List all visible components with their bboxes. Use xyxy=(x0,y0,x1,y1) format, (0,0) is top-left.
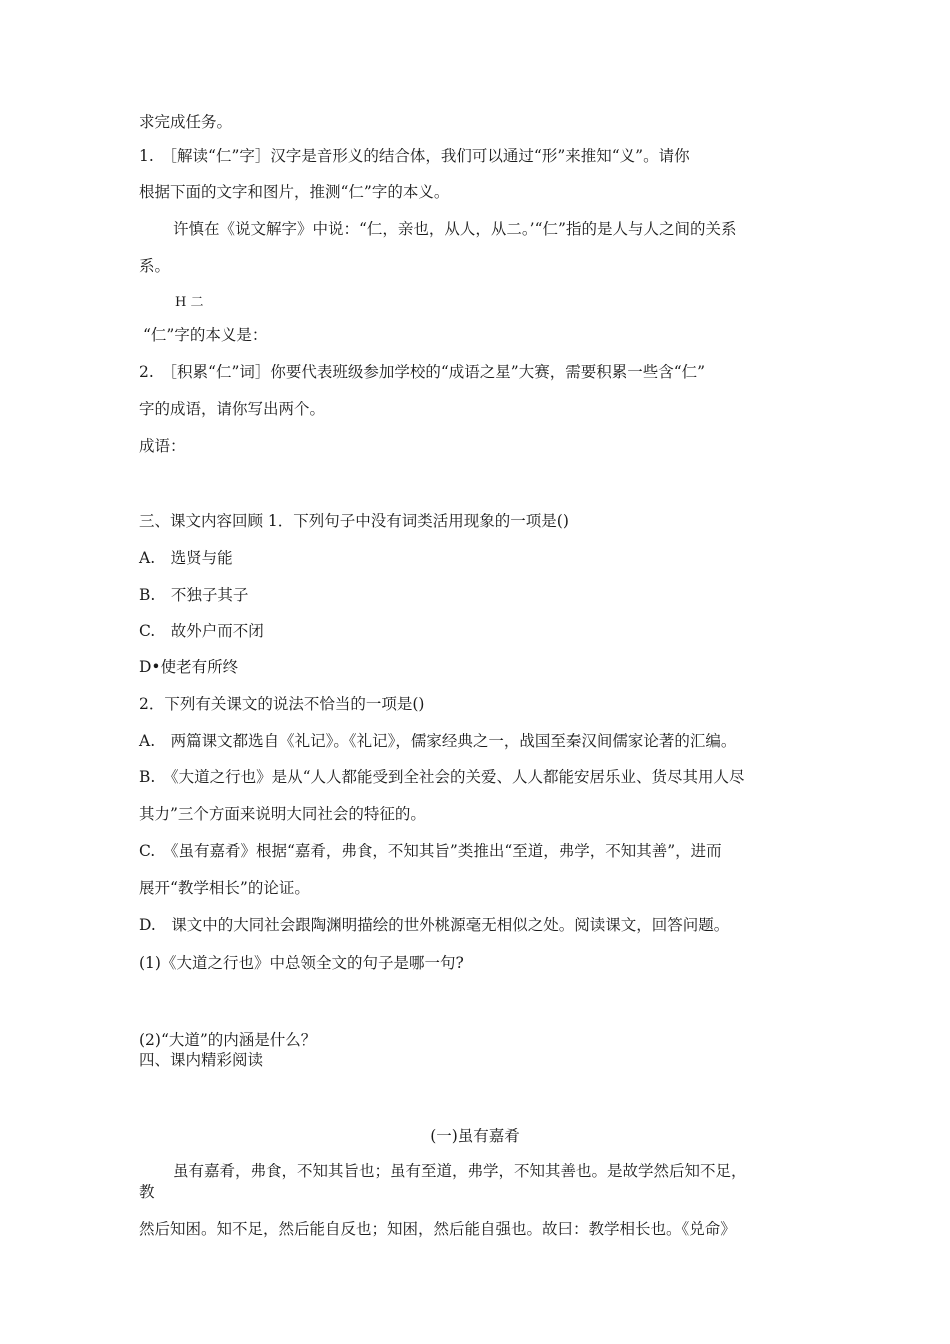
section-4-heading: 四、课内精彩阅读 xyxy=(139,1051,264,1069)
option-2d: D. 课文中的大同社会跟陶渊明描绘的世外桃源毫无相似之处。阅读课文，回答问题。 xyxy=(139,916,730,934)
image-placeholder-text: H 二 xyxy=(175,295,204,310)
answer-prompt-original-meaning: “仁”字的本义是： xyxy=(143,326,268,344)
option-c: C. 故外户而不闭 xyxy=(139,622,264,640)
passage-line-1: 虽有嘉肴，弗食，不知其旨也；虽有至道，弗学，不知其善也。是故学然后知不足， xyxy=(173,1162,747,1180)
passage-line-1-wrap: 教 xyxy=(139,1183,155,1201)
section-3-heading: 三、课文内容回顾 1．下列句子中没有词类活用现象的一项是() xyxy=(139,512,569,530)
question-1-line-1: 1. ［解读“仁”字］汉字是音形义的结合体，我们可以通过“形”来推知“义”。请你 xyxy=(139,147,690,165)
passage-title: (一)虽有嘉肴 xyxy=(430,1127,520,1145)
option-a: A. 选贤与能 xyxy=(139,549,233,567)
answer-prompt-idioms: 成语： xyxy=(139,437,186,455)
question-2-line-2: 字的成语，请你写出两个。 xyxy=(139,400,326,418)
option-2a: A. 两篇课文都选自《礼记》。《礼记》，儒家经典之一，战国至秦汉间儒家论著的汇编。 xyxy=(139,732,737,750)
text-line-continuation: 求完成任务。 xyxy=(139,113,233,131)
option-2c-line-2: 展开“教学相长”的论证。 xyxy=(139,879,310,897)
option-2c-line-1: C. 《虽有嘉肴》根据“嘉肴，弗食，不知其旨”类推出“至道，弗学，不知其善”，进而 xyxy=(139,842,722,860)
reading-question-2: (2)“大道”的内涵是什么？ xyxy=(139,1031,317,1049)
option-2b-line-2: 其力”三个方面来说明大同社会的特征的。 xyxy=(139,805,426,823)
option-d: D•使老有所终 xyxy=(139,658,239,676)
question-1-line-2: 根据下面的文字和图片，推测“仁”字的本义。 xyxy=(139,183,450,201)
reading-question-1: (1)《大道之行也》中总领全文的句子是哪一句? xyxy=(139,954,464,972)
option-b: B. 不独子其子 xyxy=(139,586,249,604)
passage-line-2: 然后知困。知不足，然后能自反也；知困，然后能自强也。故曰：教学相长也。《兑命》 xyxy=(139,1220,736,1238)
question-2-stem: 2．下列有关课文的说法不恰当的一项是() xyxy=(139,695,425,713)
question-2-line-1: 2. ［积累“仁”词］你要代表班级参加学校的“成语之星”大赛，需要积累一些含“仁” xyxy=(139,363,706,381)
option-2b-line-1: B. 《大道之行也》是从“人人都能受到全社会的关爱、人人都能安居乐业、货尽其用人尽 xyxy=(139,768,745,786)
quote-paragraph-line-2: 系。 xyxy=(139,257,171,275)
quote-paragraph-line-1: 许慎在《说文解字》中说：“仁，亲也，从人，从二。’“仁”指的是人与人之间的关系 xyxy=(173,220,737,238)
